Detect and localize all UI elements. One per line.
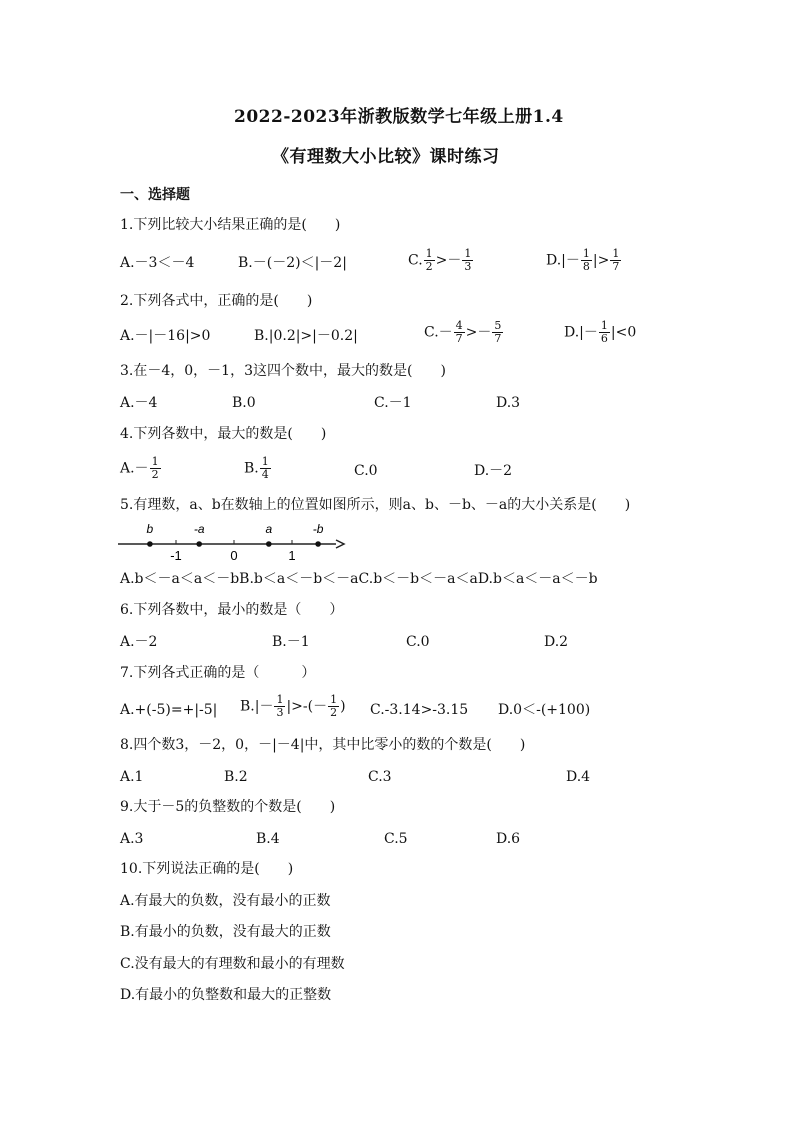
- q8-option-b: B.2: [224, 769, 248, 785]
- q9-option-d: D.6: [496, 831, 521, 847]
- q1-option-a: A.－3＜－4: [120, 255, 195, 271]
- point-label: -b: [312, 522, 324, 536]
- q4-option-c: C.0: [354, 463, 378, 479]
- q9-stem: 9.大于－5的负整数的个数是( ): [120, 799, 336, 815]
- q9-option-a: A.3: [120, 831, 144, 847]
- fraction: $\frac{1}{4}$: [261, 455, 269, 481]
- q2-option-d: D.|－ $\frac{1}{6}$ |<0: [564, 319, 637, 345]
- title-line-2: 《有理数大小比较》课时练习: [272, 147, 500, 167]
- q7-option-b: B.|－ $\frac{1}{3}$ |>-(－ $\frac{1}{2}$ ): [240, 693, 346, 719]
- q5-options: A.b＜－a＜a＜－bB.b＜a＜－b＜－aC.b＜－b＜－a＜aD.b＜a＜－a＜－b: [120, 571, 598, 587]
- q4-option-d: D.－2: [474, 463, 513, 479]
- q6-option-c: C.0: [406, 634, 430, 650]
- fraction: $\frac{5}{7}$: [494, 319, 502, 345]
- point-marker: [266, 541, 272, 547]
- arrow-head: [336, 540, 344, 548]
- fraction: $\frac{1}{3}$: [464, 247, 472, 273]
- number-line: [118, 516, 348, 566]
- fraction: $\frac{1}{6}$: [600, 319, 608, 345]
- q1-stem: 1.下列比较大小结果正确的是( ): [120, 217, 341, 233]
- tick-label: -1: [170, 548, 182, 563]
- q2-option-a: A.－|－16|>0: [120, 328, 211, 344]
- q2-stem: 2.下列各式中，正确的是( ): [120, 293, 313, 309]
- q6-option-d: D.2: [544, 634, 569, 650]
- q4-stem: 4.下列各数中，最大的数是( ): [120, 426, 327, 442]
- tick-label: 1: [288, 548, 296, 563]
- q7-stem: 7.下列各式正确的是（ ）: [120, 665, 316, 681]
- q4-option-a: A.－ $\frac{1}{2}$: [120, 455, 159, 481]
- q2-option-c: C.－ $\frac{4}{7}$ >－ $\frac{5}{7}$: [424, 319, 502, 345]
- fraction: $\frac{1}{3}$: [276, 693, 284, 719]
- q3-option-d: D.3: [496, 395, 521, 411]
- q8-option-a: A.1: [120, 769, 144, 785]
- point-marker: [196, 541, 202, 547]
- q8-stem: 8.四个数3，－2，0，－|－4|中，其中比零小的数的个数是( ): [120, 737, 526, 753]
- q10-option-d: D.有最小的负整数和最大的正整数: [120, 987, 332, 1003]
- q1-option-c: C. $\frac{1}{2}$ >－ $\frac{1}{3}$: [408, 247, 472, 273]
- fraction: $\frac{1}{2}$: [330, 693, 338, 719]
- q9-option-c: C.5: [384, 831, 408, 847]
- q3-stem: 3.在－4，0，－1，3这四个数中，最大的数是( ): [120, 363, 446, 379]
- q7-option-c: C.-3.14>-3.15: [370, 702, 469, 718]
- tick-label: 0: [230, 548, 238, 563]
- fraction: $\frac{1}{2}$: [425, 247, 433, 273]
- q1-option-b: B.－(－2)＜|－2|: [238, 255, 347, 271]
- point-marker: [147, 541, 153, 547]
- q4-option-b: B. $\frac{1}{4}$: [244, 455, 269, 481]
- fraction: $\frac{1}{7}$: [612, 247, 620, 273]
- q6-option-a: A.－2: [120, 634, 158, 650]
- q1-option-d: D.|－ $\frac{1}{8}$ |> $\frac{1}{7}$: [546, 247, 620, 273]
- point-label: a: [265, 522, 273, 536]
- point-marker: [315, 541, 321, 547]
- q7-option-d: D.0＜-(+100): [498, 702, 591, 718]
- q3-option-c: C.－1: [374, 395, 412, 411]
- q3-option-a: A.－4: [120, 395, 158, 411]
- q10-option-b: B.有最小的负数，没有最大的正数: [120, 924, 331, 940]
- title-line-1: 2022-2023年浙教版数学七年级上册1.4: [234, 107, 564, 127]
- q6-option-b: B.－1: [272, 634, 310, 650]
- point-label: b: [146, 522, 154, 536]
- q3-option-b: B.0: [232, 395, 256, 411]
- q10-option-c: C.没有最大的有理数和最小的有理数: [120, 956, 345, 972]
- q10-option-a: A.有最大的负数，没有最小的正数: [120, 893, 331, 909]
- fraction: $\frac{1}{2}$: [151, 455, 159, 481]
- q8-option-c: C.3: [368, 769, 392, 785]
- fraction: $\frac{1}{8}$: [582, 247, 590, 273]
- q7-option-a: A.+(-5)=+|-5|: [120, 702, 218, 718]
- point-label: -a: [193, 522, 205, 536]
- q6-stem: 6.下列各数中，最小的数是（ ）: [120, 602, 344, 618]
- section-heading: 一、选择题: [120, 187, 190, 203]
- q5-stem: 5.有理数，a、b在数轴上的位置如图所示，则a、b、－b、－a的大小关系是( ): [120, 497, 631, 513]
- q9-option-b: B.4: [256, 831, 280, 847]
- q10-stem: 10.下列说法正确的是( ): [120, 861, 294, 877]
- q2-option-b: B.|0.2|>|－0.2|: [254, 328, 358, 344]
- fraction: $\frac{4}{7}$: [455, 319, 463, 345]
- q8-option-d: D.4: [566, 769, 591, 785]
